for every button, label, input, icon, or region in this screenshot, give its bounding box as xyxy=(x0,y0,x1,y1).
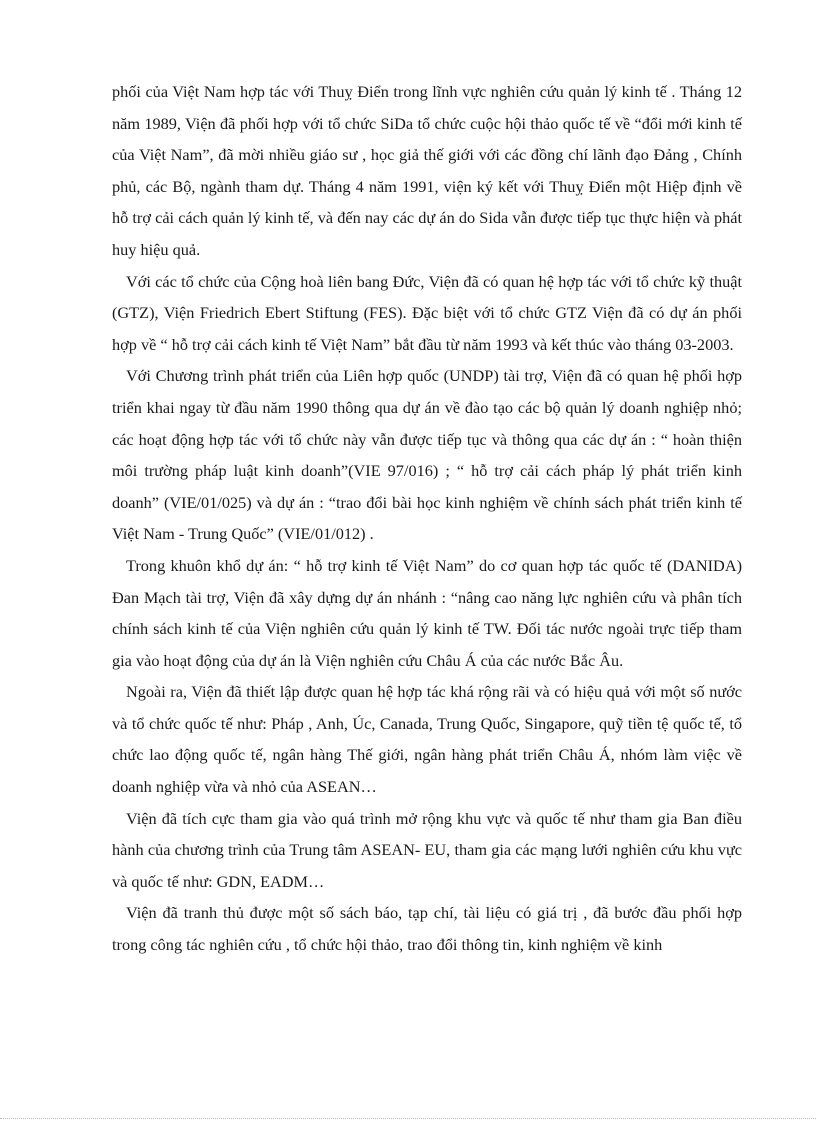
document-body xyxy=(112,76,742,961)
paragraph-danida-project: Trong khuôn khổ dự án: “ hỗ trợ kinh tế Việt Nam” do cơ quan hợp tác quốc tế (DANIDA) Đan Mạch tài trợ, Viện đã xây dựng dự án nhánh : “nâng cao năng lực nghiên cứu và phân tích chính sách kinh tế của Viện nghiên cứu quản lý kinh tế TW. Đối tác nước ngoài trực tiếp tham gia vào hoạt động của dự án là Viện nghiên cứu Châu Á của các nước Bắc Âu. xyxy=(112,555,742,670)
paragraph-sida-cooperation: phối của Việt Nam hợp tác với Thuỵ Điển trong lĩnh vực nghiên cứu quản lý kinh tế . Tháng 12 năm 1989, Viện đã phối hợp với tổ chức SiDa tổ chức cuộc hội thảo quốc tế về “đổi mới kinh tế của Việt Nam”, đã mời nhiều giáo sư , học giả thế giới với các đồng chí lãnh đạo Đảng , Chính phủ, các Bộ, ngành tham dự. Tháng 4 năm 1991, viện ký kết với Thuỵ Điển một Hiệp định về hỗ trợ cải cách quản lý kinh tế, và đến nay các dự án do Sida vẫn được tiếp tục thực hiện và phát huy hiệu quả. xyxy=(112,82,742,259)
paragraph-resources-cooperation: Viện đã tranh thủ được một số sách báo, tạp chí, tài liệu có giá trị , đã bước đầu phối hợp trong công tác nghiên cứu , tổ chức hội thảo, trao đổi thông tin, kinh nghiệm về kinh xyxy=(112,903,742,955)
paragraph-undp-cooperation: Với Chương trình phát triển của Liên hợp quốc (UNDP) tài trợ, Viện đã có quan hệ phối hợp triển khai ngay từ đầu năm 1990 thông qua dự án về đào tạo các bộ quản lý doanh nghiệp nhỏ; các hoạt động hợp tác với tổ chức này vẫn được tiếp tục và thông qua các dự án : “ hoàn thiện môi trường pháp luật kinh doanh”(VIE 97/016) ; “ hỗ trợ cải cách pháp lý phát triển kinh doanh” (VIE/01/025) và dự án : “trao đổi bài học kinh nghiệm về chính sách phát triển kinh tế Việt Nam - Trung Quốc” (VIE/01/012) . xyxy=(112,366,742,544)
paragraph-germany-cooperation: Với các tổ chức của Cộng hoà liên bang Đức, Viện đã có quan hệ hợp tác với tổ chức kỹ thuật (GTZ), Viện Friedrich Ebert Stiftung (FES). Đặc biệt với tổ chức GTZ Viện đã có dự án phối hợp về “ hỗ trợ cải cách kinh tế Việt Nam” bắt đầu từ năm 1993 và kết thúc vào tháng 03-2003. xyxy=(112,271,742,354)
paragraph-regional-participation: Viện đã tích cực tham gia vào quá trình mở rộng khu vực và quốc tế như tham gia Ban điều hành của chương trình của Trung tâm ASEAN- EU, tham gia các mạng lưới nghiên cứu khu vực và quốc tế như: GDN, EADM… xyxy=(112,808,742,891)
paragraph-international-partners: Ngoài ra, Viện đã thiết lập được quan hệ hợp tác khá rộng rãi và có hiệu quả với một số nước và tổ chức quốc tế như: Pháp , Anh, Úc, Canada, Trung Quốc, Singapore, quỹ tiền tệ quốc tế, tổ chức lao động quốc tế, ngân hàng Thế giới, ngân hàng phát triển Châu Á, nhóm làm việc về doanh nghiệp vừa và nhỏ của ASEAN… xyxy=(112,682,742,797)
page-bottom-rule xyxy=(0,1118,816,1119)
